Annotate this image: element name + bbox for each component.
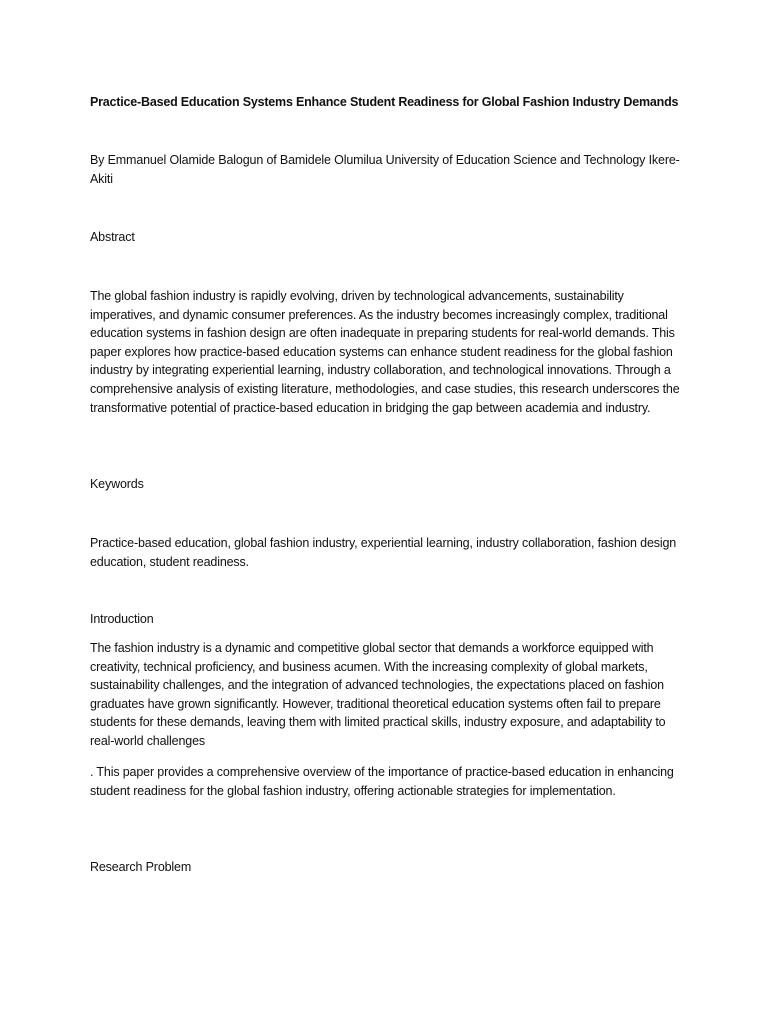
introduction-continuation-paragraph: . This paper provides a comprehensive overview of the importance of practice-based education in enhancing student readiness for the global fashion industry, offering actionable strategies for implementation. bbox=[90, 765, 674, 798]
introduction-heading: Introduction bbox=[90, 612, 154, 626]
research-problem-heading: Research Problem bbox=[90, 860, 192, 874]
document-title: Practice-Based Education Systems Enhance Student Readiness for Global Fashion Industry Demands bbox=[90, 95, 679, 109]
keywords-heading: Keywords bbox=[90, 477, 144, 491]
abstract-heading: Abstract bbox=[90, 230, 135, 244]
abstract-paragraph: The global fashion industry is rapidly evolving, driven by technological advancements, sustainability imperatives, and dynamic consumer preferences. As the industry becomes increasingly complex, traditional education systems in fashion design are often inadequate in preparing students for real-world demands. This paper explores how practice-based education systems can enhance student readiness for the global fashion industry by integrating experiential learning, industry collaboration, and technological innovations. Through a comprehensive analysis of existing literature, methodologies, and case studies, this research underscores the transformative potential of practice-based education in bridging the gap between academia and industry. bbox=[90, 289, 680, 415]
keywords-paragraph: Practice-based education, global fashion industry, experiential learning, industry collaboration, fashion design education, student readiness. bbox=[90, 536, 677, 569]
author-line: By Emmanuel Olamide Balogun of Bamidele Olumilua University of Education Science and Technology Ikere-Akiti bbox=[90, 153, 680, 186]
introduction-paragraph: The fashion industry is a dynamic and competitive global sector that demands a workforce equipped with creativity, technical proficiency, and business acumen. With the increasing complexity of global markets, sustainability challenges, and the integration of advanced technologies, the expectations placed on fashion graduates have grown significantly. However, traditional theoretical education systems often fail to prepare students for these demands, leaving them with limited practical skills, industry exposure, and adaptability to real-world challenges bbox=[90, 641, 666, 748]
